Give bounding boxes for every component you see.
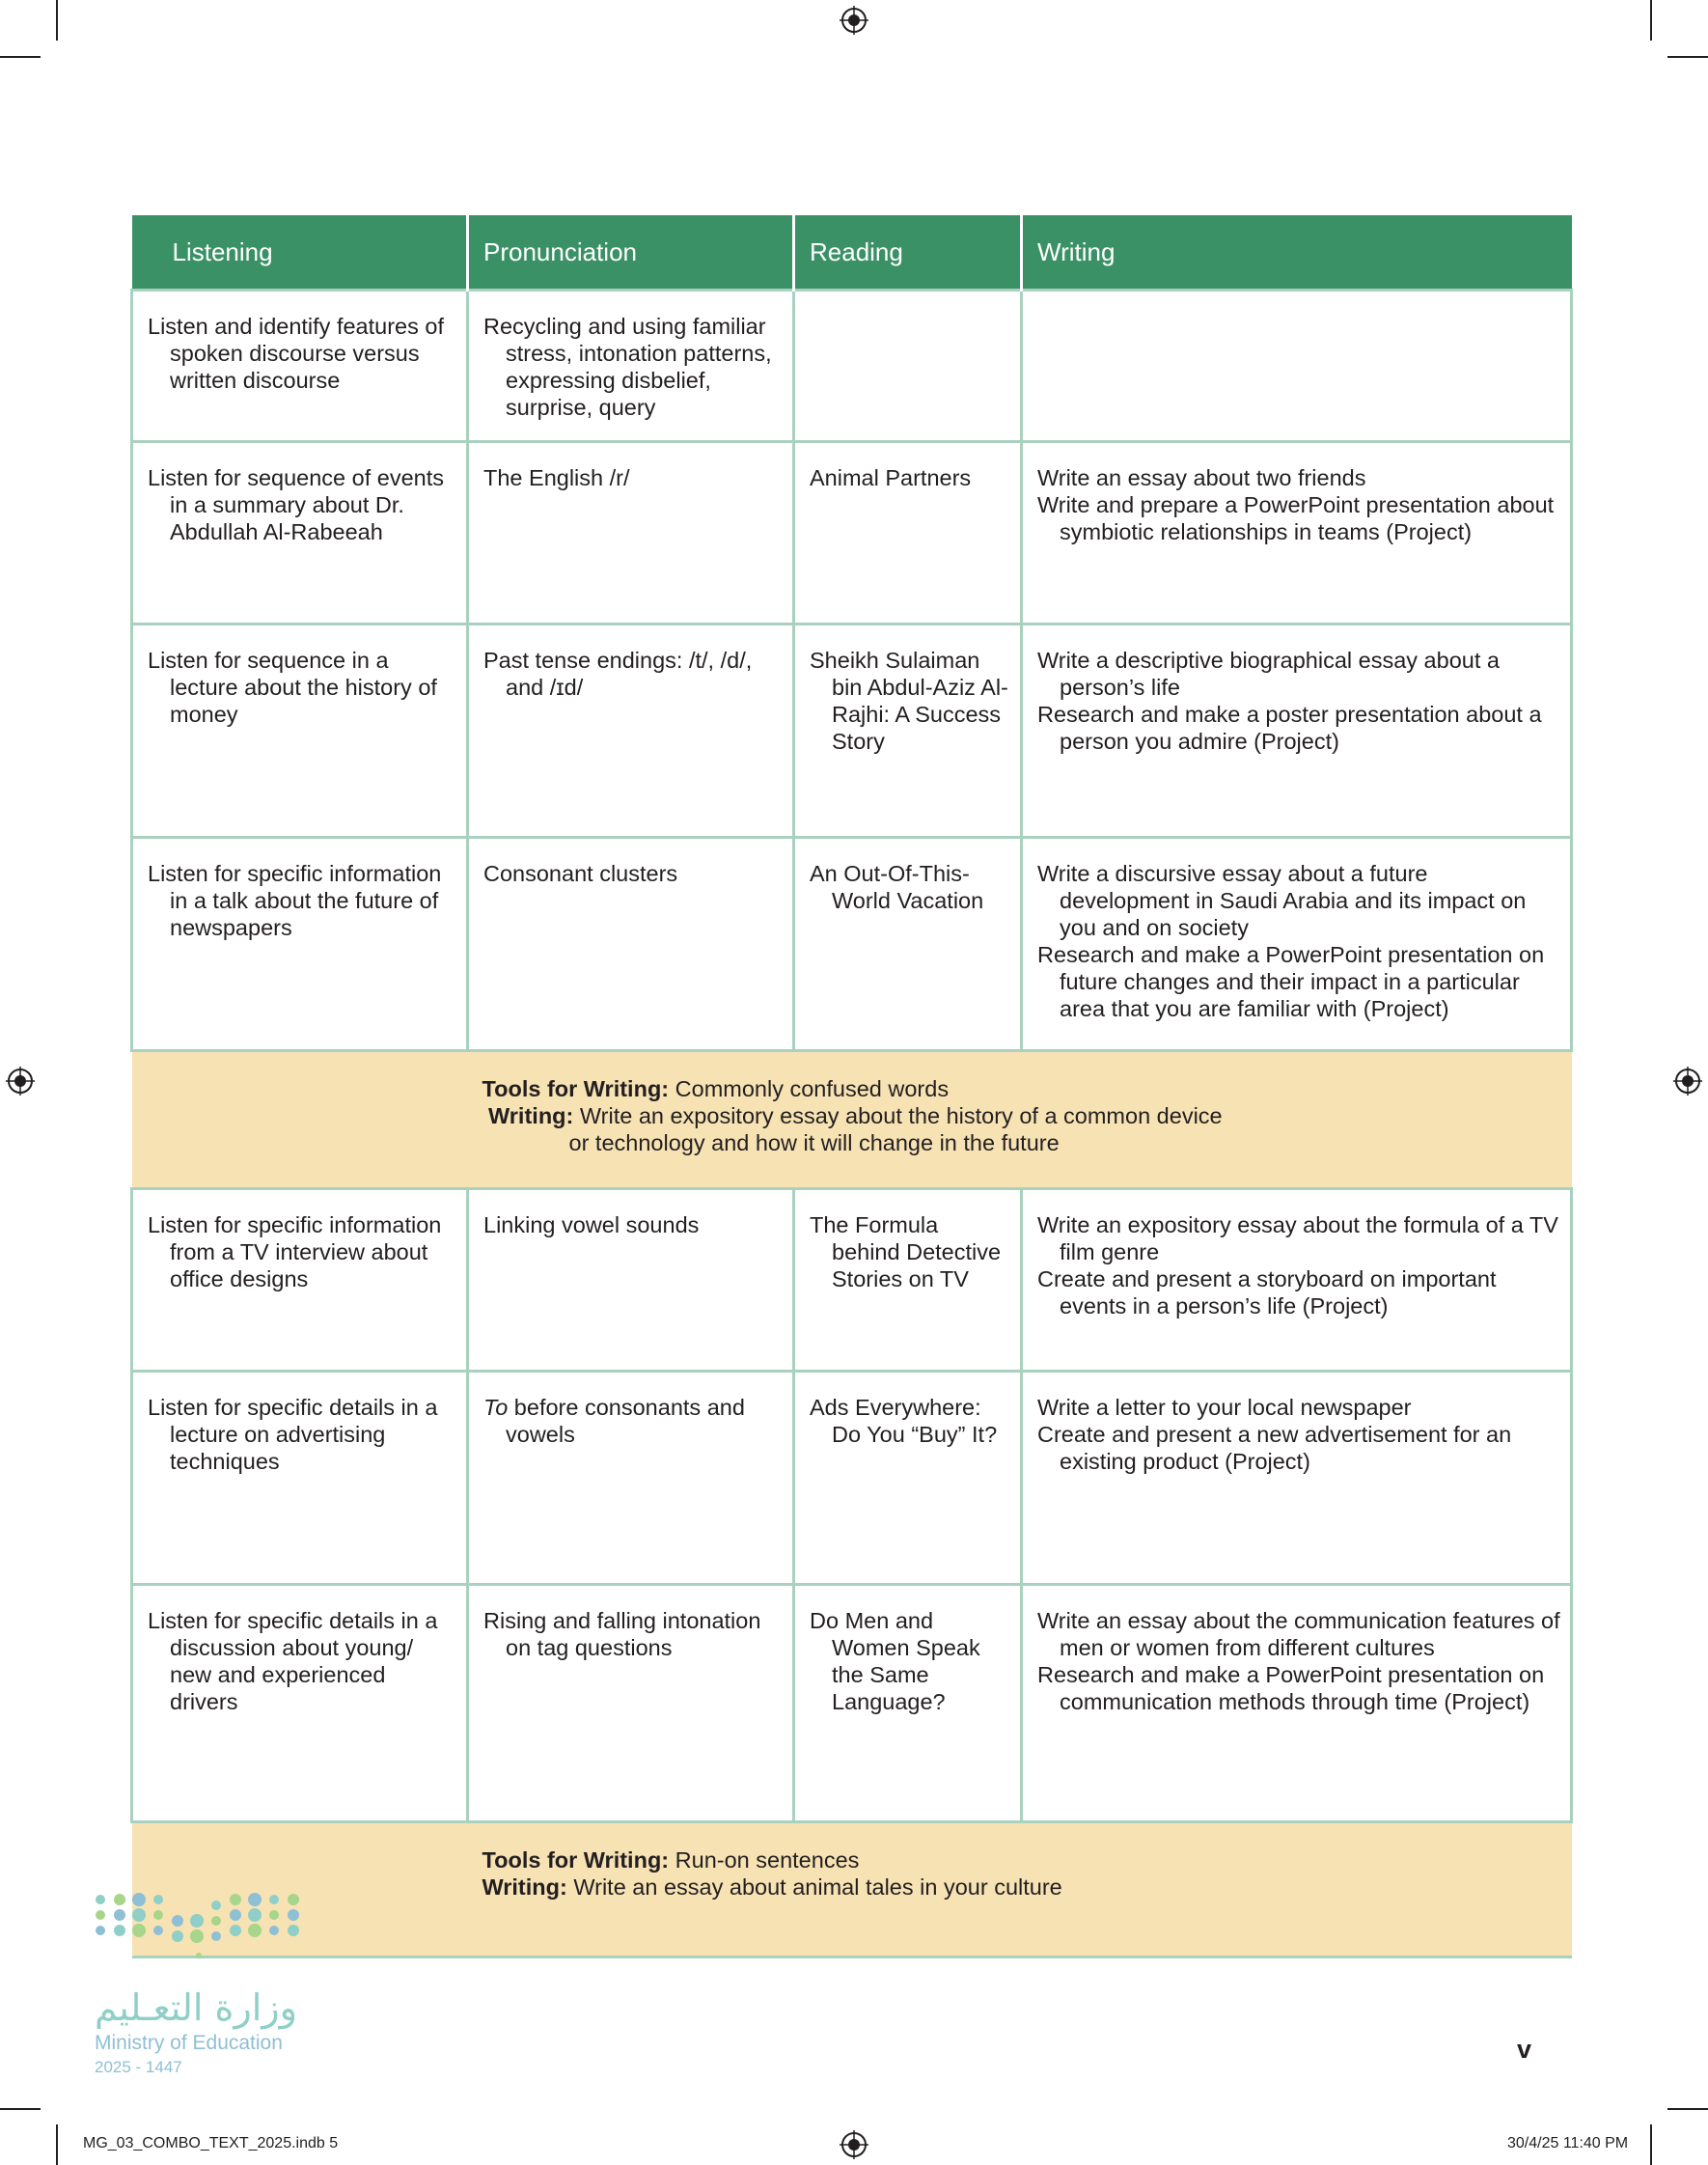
logo-dot xyxy=(230,1925,241,1936)
logo-dots-icon xyxy=(93,1892,315,1969)
writing-cell: Write a descriptive biographical essay about a person’s life Research and make a poster presentation about a person you admire (Project) xyxy=(1022,625,1572,838)
logo-dot xyxy=(211,1901,221,1910)
listening-cell: Listen for specific information from a TV interview about office designs xyxy=(132,1189,468,1372)
crop-mark xyxy=(0,2108,41,2110)
logo-dot xyxy=(114,1894,125,1905)
writing-cell: Write a discursive essay about a future development in Saudi Arabia and its impact on you and on society Research and make a PowerPoint presentation on future changes and their impact in a particular area that you are familiar with (Project) xyxy=(1022,838,1572,1051)
logo-dot xyxy=(269,1910,279,1920)
reading-cell: Ads Everywhere: Do You “Buy” It? xyxy=(794,1372,1022,1585)
logo-dot xyxy=(269,1895,279,1904)
logo-dot xyxy=(190,1929,204,1943)
ministry-of-education-logo xyxy=(93,1892,315,2085)
band-cell xyxy=(132,1822,1572,1957)
logo-dot xyxy=(269,1926,279,1935)
logo-dot xyxy=(248,1924,262,1937)
logo-dot xyxy=(196,1953,202,1958)
footer-datetime: 30/4/25 11:40 PM xyxy=(1507,2135,1629,2151)
band-text: Tools for Writing: Commonly confused words Writing: Write an expository essay about the history of a common device or technology and how it will change in the future xyxy=(482,1076,1223,1155)
band-cell xyxy=(132,1051,1572,1189)
pronunciation-cell: To before consonants and vowels xyxy=(468,1372,794,1585)
writing-cell xyxy=(1022,291,1572,442)
listening-cell: Listen for specific details in a discussion about young/ new and experienced drivers xyxy=(132,1585,468,1822)
pronunciation-cell: Past tense endings: /t/, /d/, and /ɪd/ xyxy=(468,625,794,838)
footer-file-name: MG_03_COMBO_TEXT_2025.indb 5 xyxy=(83,2135,339,2151)
reading-cell: Do Men and Women Speak the Same Language? xyxy=(794,1585,1022,1822)
reading-cell: Sheikh Sulaiman bin Abdul-Aziz Al-Rajhi: A Success Story xyxy=(794,625,1022,838)
band-text: Tools for Writing: Run-on sentences Writing: Write an essay about animal tales in your culture xyxy=(482,1847,1062,1900)
logo-dot xyxy=(288,1909,299,1921)
reading-cell: Animal Partners xyxy=(794,442,1022,625)
registration-mark-icon xyxy=(840,2130,868,2159)
logo-dot xyxy=(248,1893,262,1906)
listening-cell: Listen for specific information in a talk about the future of newspapers xyxy=(132,838,468,1051)
crop-mark xyxy=(0,56,41,58)
logo-dot xyxy=(132,1924,146,1937)
pronunciation-cell: Consonant clusters xyxy=(468,838,794,1051)
logo-dot xyxy=(153,1895,163,1904)
registration-mark-icon xyxy=(840,6,868,35)
tools-for-writing-band xyxy=(132,1822,1572,1957)
logo-dot xyxy=(153,1910,163,1920)
table-row xyxy=(132,1372,1572,1585)
header-pronunciation: Pronunciation xyxy=(468,215,794,291)
logo-dot xyxy=(96,1926,105,1935)
header-reading: Reading xyxy=(794,215,1022,291)
crop-mark xyxy=(1667,56,1708,58)
writing-cell: Write an essay about the communication features of men or women from different cultures Research and make a PowerPoint presentation on communication methods through time (Project) xyxy=(1022,1585,1572,1822)
logo-dot xyxy=(132,1893,146,1906)
table-row xyxy=(132,1189,1572,1372)
logo-dot xyxy=(230,1909,241,1921)
logo-arabic-text: وزارة التعـليم xyxy=(95,1986,298,2029)
logo-english-text: Ministry of Education xyxy=(95,2032,283,2054)
listening-cell: Listen and identify features of spoken discourse versus written discourse xyxy=(132,291,468,442)
reading-cell xyxy=(794,291,1022,442)
listening-cell: Listen for sequence of events in a summary about Dr. Abdullah Al-Rabeeah xyxy=(132,442,468,625)
logo-dot xyxy=(211,1916,221,1926)
logo-dot xyxy=(96,1910,105,1920)
logo-dot xyxy=(172,1930,183,1942)
writing-cell: Write an expository essay about the formula of a TV film genre Create and present a storyboard on important events in a person’s life (Project) xyxy=(1022,1189,1572,1372)
logo-dot xyxy=(153,1926,163,1935)
table-header-row xyxy=(132,215,1572,291)
logo-dot xyxy=(288,1925,299,1936)
writing-cell: Write a letter to your local newspaper Create and present a new advertisement for an existing product (Project) xyxy=(1022,1372,1572,1585)
tools-for-writing-band xyxy=(132,1051,1572,1189)
registration-mark-icon xyxy=(6,1067,35,1096)
crop-mark xyxy=(56,2124,58,2165)
logo-dot xyxy=(190,1914,204,1928)
logo-dot xyxy=(230,1894,241,1905)
pronunciation-cell: Rising and falling intonation on tag questions xyxy=(468,1585,794,1822)
logo-dot xyxy=(114,1909,125,1921)
crop-mark xyxy=(1667,2108,1708,2110)
table-row xyxy=(132,442,1572,625)
logo-dot xyxy=(114,1925,125,1936)
logo-dot xyxy=(132,1908,146,1922)
table-row xyxy=(132,291,1572,442)
crop-mark xyxy=(56,0,58,41)
table-row xyxy=(132,1585,1572,1822)
header-listening: Listening xyxy=(132,215,468,291)
table-row xyxy=(132,625,1572,838)
writing-cell: Write an essay about two friends Write and prepare a PowerPoint presentation about symbiotic relationships in teams (Project) xyxy=(1022,442,1572,625)
reading-cell: An Out-Of-This-World Vacation xyxy=(794,838,1022,1051)
page-number: v xyxy=(1517,2035,1532,2064)
header-writing: Writing xyxy=(1022,215,1572,291)
listening-cell: Listen for sequence in a lecture about the history of money xyxy=(132,625,468,838)
pronunciation-cell: Recycling and using familiar stress, intonation patterns, expressing disbelief, surprise, query xyxy=(468,291,794,442)
logo-dot xyxy=(211,1931,221,1941)
listening-cell: Listen for specific details in a lecture on advertising techniques xyxy=(132,1372,468,1585)
table-row xyxy=(132,838,1572,1051)
crop-mark xyxy=(1650,2124,1652,2165)
logo-year-text: 2025 - 1447 xyxy=(95,2058,182,2076)
logo-dot xyxy=(248,1908,262,1922)
reading-cell: The Formula behind Detective Stories on TV xyxy=(794,1189,1022,1372)
crop-mark xyxy=(1650,0,1652,41)
pronunciation-cell: Linking vowel sounds xyxy=(468,1189,794,1372)
registration-mark-icon xyxy=(1673,1067,1702,1096)
logo-dot xyxy=(172,1915,183,1927)
course-scope-table xyxy=(130,215,1573,1958)
pronunciation-cell: The English /r/ xyxy=(468,442,794,625)
logo-dot xyxy=(288,1894,299,1905)
logo-dot xyxy=(96,1895,105,1904)
